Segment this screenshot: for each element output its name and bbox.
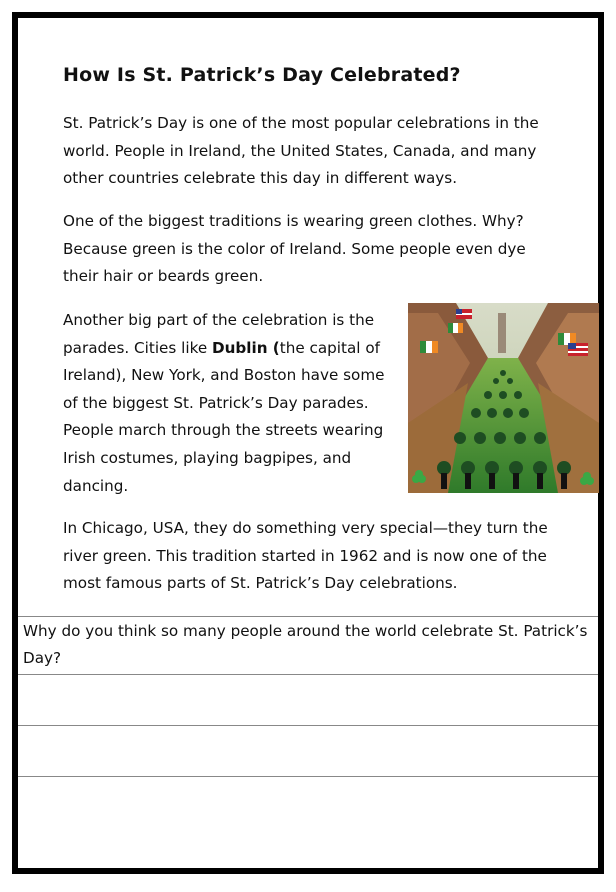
answer-line-1[interactable]	[18, 674, 598, 725]
page-title: How Is St. Patrick’s Day Celebrated?	[63, 64, 461, 86]
paragraph-chicago: In Chicago, USA, they do something very special—they turn the river green. This tradition started in 1962 and is now one of the most famous parts of St. Patrick’s Day celebrations.	[63, 519, 548, 593]
paragraph-parades-start: Another big part of the celebration is the parades. Cities like	[63, 311, 375, 357]
paragraph-green-clothes: One of the biggest traditions is wearing green clothes. Why? Because green is the color of Ireland. Some people even dye their hair or beards green.	[63, 212, 526, 286]
paragraph-parades-end: the capital of Ireland), New York, and Boston have some of the biggest St. Patrick’s Day parades. People march through the streets wearing Irish costumes, playing bagpipes, and dancing.	[63, 338, 385, 495]
dublin-bold: Dublin (	[212, 338, 280, 357]
paragraph-intro: St. Patrick’s Day is one of the most popular celebrations in the world. People in Ireland, the United States, Canada, and many other countries celebrate this day in different ways.	[63, 114, 539, 188]
parade-illustration	[408, 303, 599, 493]
question-prompt: Why do you think so many people around the world celebrate St. Patrick’s Day?	[23, 622, 588, 667]
question-section	[18, 616, 598, 867]
answer-line-3[interactable]	[18, 776, 598, 867]
answer-line-2[interactable]	[18, 725, 598, 776]
paragraph-parades	[63, 307, 403, 500]
